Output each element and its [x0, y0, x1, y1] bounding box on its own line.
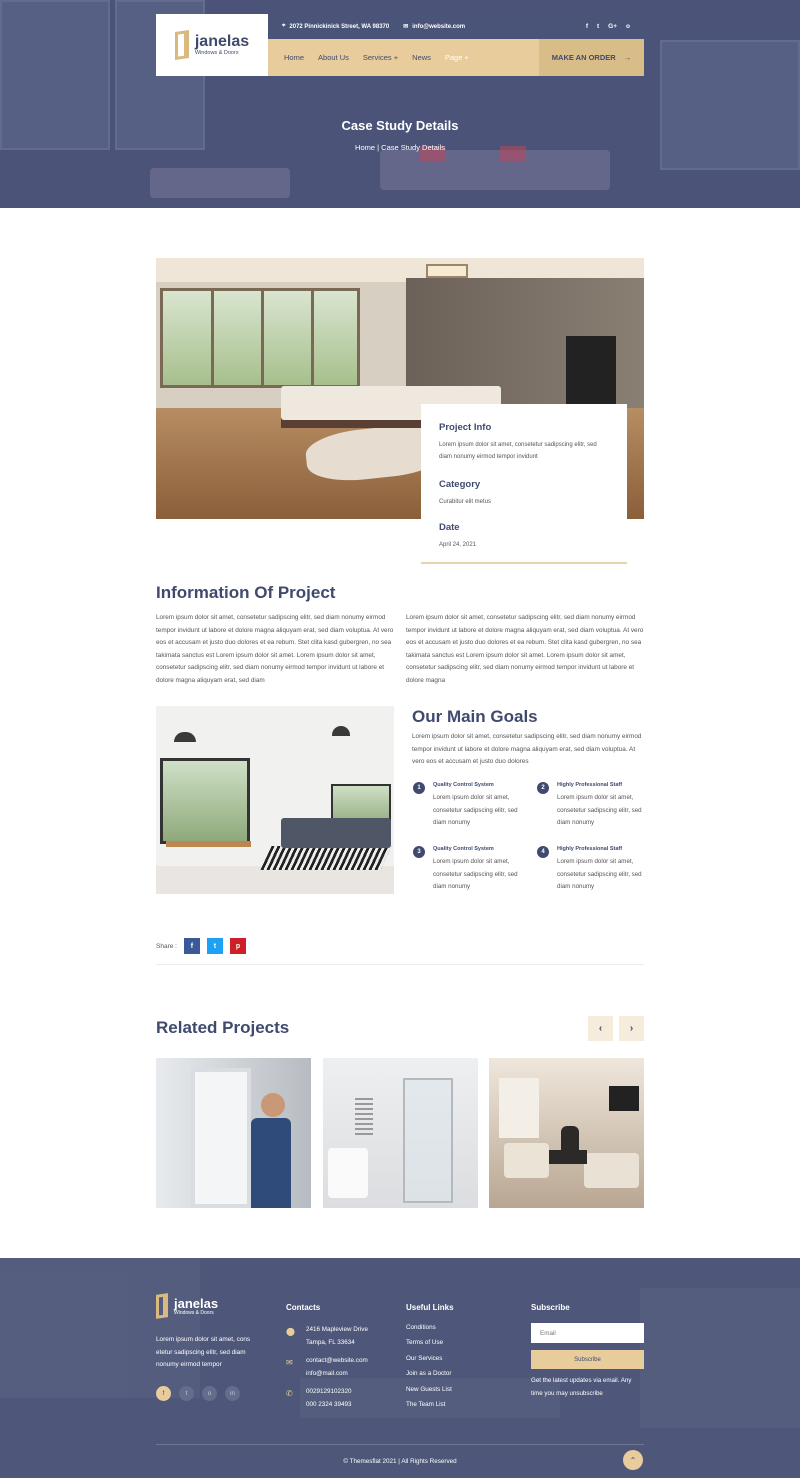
share-bar — [156, 938, 246, 954]
date-value: April 24, 2021 — [439, 542, 477, 548]
nav-services[interactable]: Services + — [362, 53, 399, 62]
footer-link[interactable]: Conditions — [406, 1324, 436, 1331]
information-title: Information Of Project — [156, 583, 336, 602]
instagram-icon[interactable]: o — [626, 23, 630, 30]
goal-title: Quality Control System — [433, 846, 494, 852]
facebook-icon[interactable]: f — [585, 23, 588, 30]
main-nav — [268, 39, 644, 76]
twitter-icon[interactable]: t — [179, 1386, 194, 1401]
email-line[interactable]: contact@website.com — [306, 1357, 368, 1364]
goal-text: Lorem ipsum dolor sit amet, consetetur sadipscing elitr, sed diam nonumy — [557, 794, 642, 827]
site-logo[interactable] — [156, 14, 268, 76]
footer-logo-name: janelas — [174, 1295, 219, 1311]
information-text-right: Lorem ipsum dolor sit amet, consetetur sadipscing elitr, sed diam nonumy eirmod tempor invidunt ut labore et dolore magna aliquyam erat, sed diam voluptua. At vero eos et accusam et justo duo dolores et ea rebum. Stet clita kasd gubergren, no sea takimata sanctus est Lorem ipsum dolor sit amet. Lorem ipsum dolor sit amet, consetetur sadipscing elitr, sed diam nonumy eirmod tempor invidunt ut labore et dolore magna — [406, 614, 644, 684]
goal-text: Lorem ipsum dolor sit amet, consetetur sadipscing elitr, sed diam nonumy — [433, 794, 518, 827]
category-title: Category — [439, 479, 481, 490]
facebook-share-button[interactable]: f — [184, 938, 200, 954]
footer-logo[interactable] — [156, 1294, 218, 1318]
footer-link[interactable]: New Guests List — [406, 1385, 452, 1393]
footer-link[interactable]: The Team List — [406, 1400, 446, 1408]
category-value: Curabitur elit metus — [439, 499, 492, 505]
project-info-card — [421, 404, 627, 564]
goal-item — [537, 782, 647, 830]
nav-about[interactable]: About Us — [318, 53, 349, 62]
make-order-button[interactable] — [539, 39, 644, 76]
footer-link[interactable]: Join as a Doctor — [406, 1370, 452, 1378]
page-hero — [0, 0, 800, 208]
footer-links-title: Useful Links — [406, 1303, 454, 1312]
mail-icon: ✉ — [286, 1358, 293, 1367]
related-project-card[interactable] — [323, 1058, 478, 1208]
address-line: Tampa, FL 33634 — [306, 1338, 355, 1346]
copyright: © Themesflat 2021 | All Rights Reserved — [343, 1458, 457, 1465]
nav-page[interactable]: Page + — [444, 53, 469, 62]
goal-number: 1 — [413, 782, 425, 794]
phone-line[interactable]: 0029129102320 — [306, 1388, 352, 1395]
goal-title: Quality Control System — [433, 782, 494, 788]
twitter-icon[interactable]: t — [596, 23, 600, 30]
footer-logo-tagline: Windows & Doors — [174, 1309, 214, 1316]
related-project-card[interactable] — [156, 1058, 311, 1208]
project-info-title: Project Info — [439, 422, 492, 433]
carousel-next-button[interactable]: › — [619, 1016, 644, 1041]
location-pin-icon: ⌖ — [282, 23, 286, 29]
top-info-bar — [268, 14, 644, 39]
footer-links — [406, 1324, 452, 1416]
facebook-icon[interactable]: f — [156, 1386, 171, 1401]
footer-subscribe-title: Subscribe — [531, 1303, 570, 1312]
header-email[interactable]: info@website.com — [412, 23, 466, 30]
goals-text: Lorem ipsum dolor sit amet, consetetur sadipscing elitr, sed diam nonumy eirmod tempor invidunt ut labore et dolore magna aliquyam erat, sed diam voluptua. At vero eos et accusam et justo duo dolores — [412, 733, 642, 766]
page-title: Case Study Details — [341, 118, 459, 133]
share-label: Share : — [156, 942, 177, 950]
linkedin-icon[interactable]: in — [225, 1386, 240, 1401]
logo-name: janelas — [194, 33, 250, 50]
information-text-left: Lorem ipsum dolor sit amet, consetetur sadipscing elitr, sed diam nonumy eirmod tempor invidunt ut labore et dolore magna aliquyam erat, sed diam voluptua. At vero eos et accusam et justo duo dolores et ea rebum. Stet clita kasd gubergren, no sea takimata sanctus est Lorem ipsum dolor sit amet. Lorem ipsum dolor sit amet, consetetur sadipscing elitr, sed diam nonumy eirmod tempor invidunt ut labore et dolore magna aliquyam erat, sed diam — [156, 614, 394, 684]
goal-title: Highly Professional Staff — [557, 782, 623, 788]
instagram-icon[interactable]: o — [202, 1386, 217, 1401]
goals-image — [156, 706, 394, 894]
nav-home[interactable]: Home — [284, 53, 305, 62]
goals-title: Our Main Goals — [412, 707, 538, 726]
phone-icon: ✆ — [286, 1389, 293, 1398]
phone-line[interactable]: 000 2324 39493 — [306, 1400, 352, 1408]
make-order-label: MAKE AN ORDER — [551, 53, 616, 62]
google-plus-icon[interactable]: G+ — [608, 23, 618, 30]
address-line: 2416 Mapleview Drive — [306, 1326, 368, 1333]
goal-text: Lorem ipsum dolor sit amet, consetetur sadipscing elitr, sed diam nonumy — [433, 858, 518, 891]
carousel-prev-button[interactable]: ‹ — [588, 1016, 613, 1041]
goal-number: 3 — [413, 846, 425, 858]
goal-item — [537, 846, 647, 894]
divider — [156, 964, 644, 965]
back-to-top-button[interactable]: ⌃ — [623, 1450, 643, 1470]
goal-item — [413, 846, 523, 894]
footer-emails — [286, 1355, 368, 1380]
footer-link[interactable]: Our Services — [406, 1354, 443, 1362]
footer-about: Lorem ipsum dolor sit amet, cons etetur sadipscing elitr, sed diam nonumy eirmod tempor — [156, 1336, 251, 1368]
goal-item — [413, 782, 523, 830]
goal-title: Highly Professional Staff — [557, 846, 623, 852]
goal-text: Lorem ipsum dolor sit amet, consetetur sadipscing elitr, sed diam nonumy — [557, 858, 642, 891]
twitter-share-button[interactable]: t — [207, 938, 223, 954]
header-socials — [586, 23, 630, 30]
goal-number: 2 — [537, 782, 549, 794]
footer-divider — [156, 1444, 644, 1445]
header-address: 2072 Pinnickinick Street, WA 98370 — [289, 23, 390, 30]
footer-contacts-title: Contacts — [286, 1303, 321, 1312]
footer-link[interactable]: Terms of Use — [406, 1339, 444, 1347]
related-title: Related Projects — [156, 1018, 290, 1037]
email-line[interactable]: info@mail.com — [306, 1369, 348, 1377]
mail-icon: ✉ — [403, 24, 409, 30]
arrow-right-icon: → — [623, 53, 632, 62]
goal-number: 4 — [537, 846, 549, 858]
footer-socials — [156, 1386, 240, 1401]
window-logo-icon — [175, 30, 189, 60]
subscribe-note: Get the latest updates via email. Any time you may unsubscribe — [531, 1377, 632, 1397]
subscribe-email-input[interactable] — [531, 1323, 644, 1343]
subscribe-button[interactable]: Subscribe — [531, 1350, 644, 1369]
site-footer — [0, 1258, 800, 1478]
project-info-text: Lorem ipsum dolor sit amet, consetetur sadipscing elitr, sed diam nonumy eirmod tempor invidunt — [439, 442, 597, 460]
location-pin-icon: ⬤ — [286, 1327, 295, 1336]
logo-tagline: Windows & Doors — [194, 50, 239, 56]
footer-phones — [286, 1386, 352, 1411]
breadcrumb[interactable]: Home | Case Study Details — [355, 143, 445, 152]
pinterest-share-button[interactable]: p — [230, 938, 246, 954]
window-logo-icon — [156, 1293, 168, 1319]
date-title: Date — [439, 522, 460, 533]
related-project-card[interactable] — [489, 1058, 644, 1208]
nav-news[interactable]: News — [412, 53, 431, 62]
footer-address — [286, 1324, 368, 1349]
